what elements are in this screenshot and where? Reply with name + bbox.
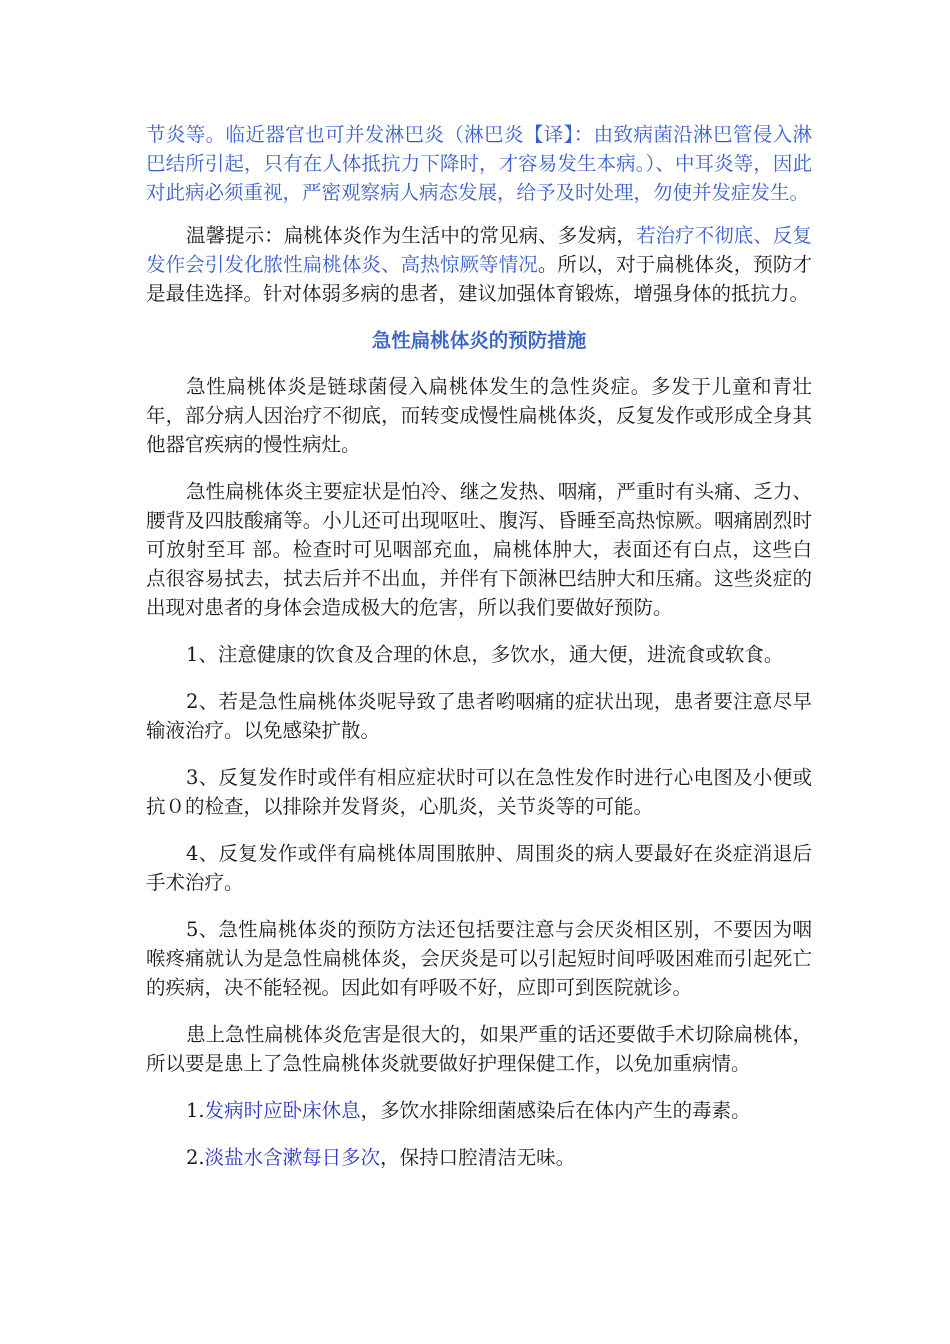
list-item-2: 2、若是急性扁桃体炎呢导致了患者哟咽痛的症状出现，患者要注意尽早输液治疗。以免感染扩散。 [146, 690, 812, 742]
list-item-3: 3、反复发作时或伴有相应症状时可以在急性发作时进行心电图及小便或抗０的检查，以排除并发肾炎，心肌炎，关节炎等的可能。 [146, 766, 812, 818]
care-item-2-number: 2. [186, 1146, 205, 1169]
care-item-2 [146, 1143, 812, 1172]
paragraph-care: 患上急性扁桃体炎危害是很大的，如果严重的话还要做手术切除扁桃体，所以要是患上了急性扁桃体炎就要做好护理保健工作，以免加重病情。 [146, 1023, 812, 1075]
care-item-2-text: ，保持口腔清洁无味。 [380, 1146, 576, 1169]
warm-tip-link[interactable]: 若治疗不彻底、反复发作会引发化脓性扁桃体炎、高热惊厥等情况 [146, 224, 812, 276]
care-item-2-link[interactable]: 淡盐水含漱每日多次 [204, 1146, 381, 1169]
warm-tip-text: 温馨提示：扁桃体炎作为生活中的常见病、多发病， [186, 224, 636, 247]
list-item-5: 5、急性扁桃体炎的预防方法还包括要注意与会厌炎相区别，不要因为咽喉疼痛就认为是急性扁桃体炎，会厌炎是可以引起短时间呼吸困难而引起死亡的疾病，决不能轻视。因此如有呼吸不好，应即可到医院就诊。 [146, 918, 812, 999]
care-item-1-number: 1. [186, 1099, 205, 1122]
section-heading: 急性扁桃体炎的预防措施 [371, 329, 587, 352]
list-item-4: 4、反复发作或伴有扁桃体周围脓肿、周围炎的病人要最好在炎症消退后手术治疗。 [146, 842, 812, 894]
care-item-1 [146, 1096, 812, 1125]
paragraph-symptoms: 急性扁桃体炎主要症状是怕冷、继之发热、咽痛，严重时有头痛、乏力、腰背及四肢酸痛等。小儿还可出现呕吐、腹泻、昏睡至高热惊厥。咽痛剧烈时可放射至耳 部。检查时可见咽部充血，扁桃体肿大，表面还有白点，这些白点很容易拭去，拭去后并不出血，并伴有下颌淋巴结肿大和压痛。这些炎症的出现对患者的身体会造成极大的危害，所以我们要做好预防。 [146, 480, 812, 619]
care-item-1-text: ，多饮水排除细菌感染后在体内产生的毒素。 [360, 1099, 751, 1122]
paragraph-warm-tip [146, 221, 812, 308]
paragraph-intro: 急性扁桃体炎是链球菌侵入扁桃体发生的急性炎症。多发于儿童和青壮年，部分病人因治疗不彻底，而转变成慢性扁桃体炎，反复发作或形成全身其他器官疾病的慢性病灶。 [146, 375, 812, 456]
list-item-1: 1、注意健康的饮食及合理的休息，多饮水，通大便，进流食或软食。 [186, 643, 784, 666]
paragraph-complications: 节炎等。临近器官也可并发淋巴炎（淋巴炎【译】：由致病菌沿淋巴管侵入淋巴结所引起，只有在人体抵抗力下降时，才容易发生本病。）、中耳炎等，因此对此病必须重视，严密观察病人病态发展，给予及时处理，勿使并发症发生。 [146, 123, 812, 204]
care-item-1-link[interactable]: 发病时应卧床休息 [204, 1099, 361, 1122]
warm-tip-text-rest: 。所以，对于扁桃体炎，预防才是最佳选择。针对体弱多病的患者，建议加强体育锻炼，增强身体的抵抗力。 [146, 253, 812, 305]
